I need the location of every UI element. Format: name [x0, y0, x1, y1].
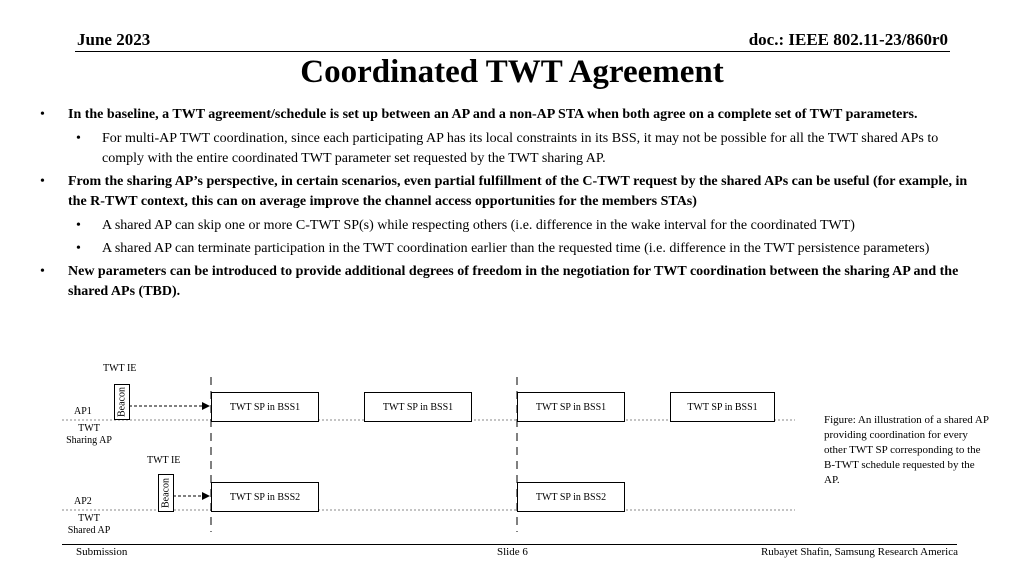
- ap2-twt-ie-label: TWT IE: [147, 455, 181, 466]
- ap2-sp-2: TWT SP in BSS2: [517, 482, 625, 512]
- footer-divider: [62, 544, 957, 545]
- ap1-twt-ie-label: TWT IE: [103, 363, 137, 374]
- ap2-role: TWT Shared AP: [67, 513, 111, 536]
- ap1-label: AP1: [74, 406, 92, 417]
- bullet-new-parameters: • New parameters can be introduced to provide additional degrees of freedom in the negotiation for TWT coordination between the sharing AP and the shared APs (TBD).: [40, 262, 980, 302]
- ap2-beacon-label: Beacon: [160, 478, 172, 508]
- sub-bullet-terminate: • A shared AP can terminate participation in the TWT coordination earlier than the requested time (i.e. difference in the TWT persistence parameters): [40, 239, 980, 259]
- ap1-beacon: [114, 384, 130, 420]
- footer-author: Rubayet Shafin, Samsung Research America: [760, 546, 958, 558]
- sub-bullet-multi-ap: • For multi-AP TWT coordination, since each participating AP has its local constraints in its BSS, it may not be possible for all the TWT shared APs to comply with the entire coordinated TWT parameter set requested by the TWT sharing AP.: [40, 129, 980, 169]
- ap1-beacon-label: Beacon: [116, 387, 128, 417]
- bullet-list: [40, 105, 980, 306]
- bullet-baseline: • In the baseline, a TWT agreement/schedule is set up between an AP and a non-AP STA when both agree on a complete set of TWT parameters.: [40, 105, 980, 125]
- ap1-sp-1: TWT SP in BSS1: [211, 392, 319, 422]
- ap1-role: TWT Sharing AP: [66, 423, 112, 446]
- figure-caption: Figure: An illustration of a shared AP providing coordination for every other TWT SP corresponding to the B-TWT schedule requested by the AP.: [824, 414, 989, 486]
- slide-title: Coordinated TWT Agreement: [300, 54, 724, 90]
- sub-bullet-skip-sp: • A shared AP can skip one or more C-TWT SP(s) while respecting others (i.e. difference in the wake interval for the coordinated TWT): [40, 216, 980, 236]
- ap2-beacon: [158, 474, 174, 512]
- ap2-label: AP2: [74, 496, 92, 507]
- ap1-sp-2: TWT SP in BSS1: [364, 392, 472, 422]
- footer-slide-number: Slide 6: [497, 546, 528, 558]
- header-doc-id: doc.: IEEE 802.11-23/860r0: [748, 30, 948, 49]
- ap1-sp-3: TWT SP in BSS1: [517, 392, 625, 422]
- ap1-sp-4: TWT SP in BSS1: [670, 392, 775, 422]
- header-date: June 2023: [77, 30, 151, 49]
- ap2-sp-1: TWT SP in BSS2: [211, 482, 319, 512]
- header-divider: [75, 51, 950, 52]
- bullet-sharing-ap-perspective: • From the sharing AP’s perspective, in certain scenarios, even partial fulfillment of the C-TWT request by the shared APs can be useful (for example, in the R-TWT context, this can on average improve the channel access opportunities for the members STAs): [40, 172, 980, 212]
- footer-submission: Submission: [76, 546, 128, 558]
